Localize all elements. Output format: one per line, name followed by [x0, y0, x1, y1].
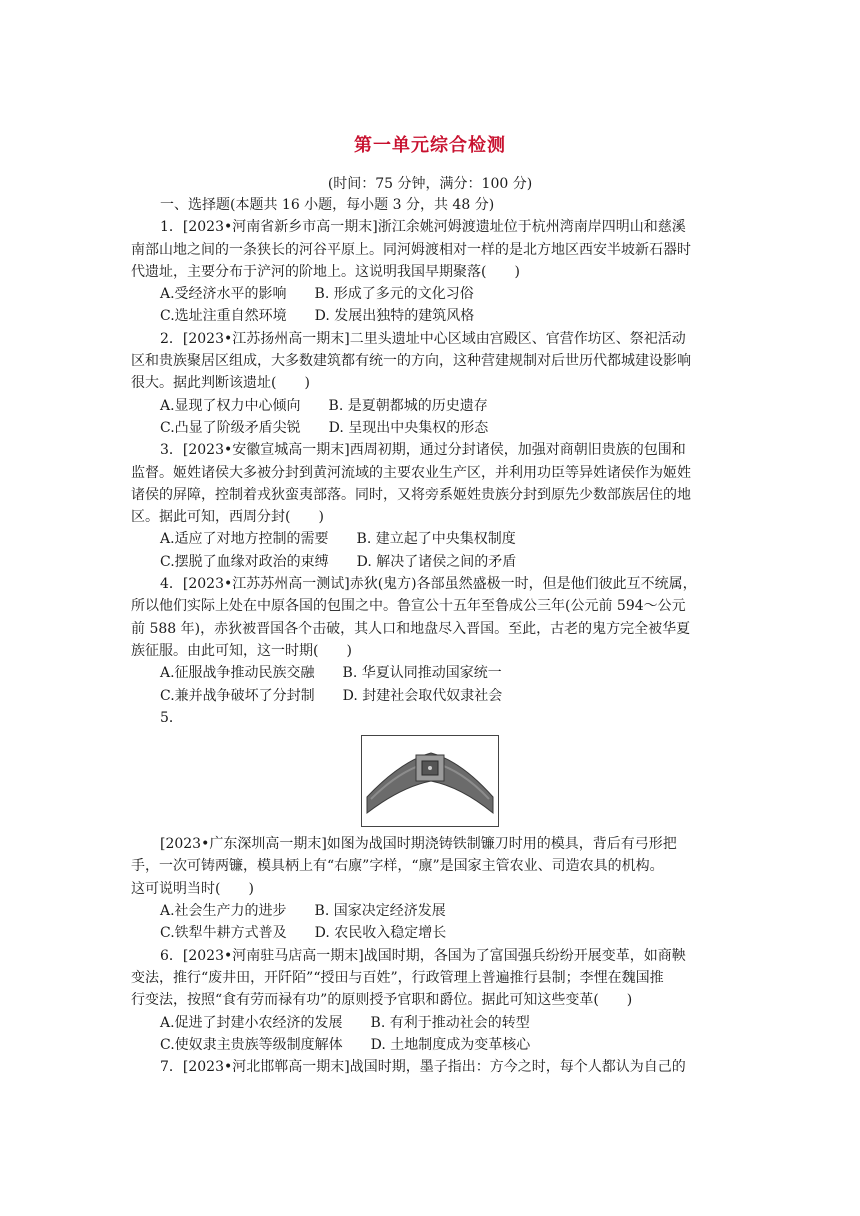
- question-2-line-3: 很大。据此判断该遗址( ): [131, 375, 310, 392]
- question-3-line-3: 诸侯的屏障，控制着戎狄蛮夷部落。同时，又将旁系姬姓贵族分封到原先少数部族居住的地: [131, 486, 691, 503]
- section-heading: 一、选择题(本题共 16 小题，每小题 3 分，共 48 分): [160, 197, 495, 213]
- question-1-line-1: 1．[2023•河南省新乡市高一期末]浙江余姚河姆渡遗址位于杭州湾南岸四明山和慈溪: [160, 219, 686, 236]
- question-4-line-2: 所以他们实际上处在中原各国的包围之中。鲁宣公十五年至鲁成公三年(公元前 594～公元: [131, 598, 686, 615]
- question-4-line-4: 族征服。由此可知，这一时期( ): [131, 642, 352, 659]
- question-3-line-4: 区。据此可知，西周分封( ): [131, 509, 324, 526]
- sickle-mold-photo: [361, 735, 499, 827]
- question-5-options-cd: C.铁犁牛耕方式普及 D. 农民收入稳定增长: [160, 925, 447, 942]
- question-1-options-ab: A.受经济水平的影响 B. 形成了多元的文化习俗: [160, 286, 474, 303]
- question-1-line-3: 代遗址，主要分布于浐河的阶地上。这说明我国早期聚落( ): [131, 263, 520, 280]
- question-6-options-cd: C.使奴隶主贵族等级制度解体 D. 土地制度成为变革核心: [160, 1036, 531, 1053]
- question-1-line-2: 南部山地之间的一条狭长的河谷平原上。同河姆渡相对一样的是北方地区西安半坡新石器时: [131, 241, 691, 258]
- question-2-line-2: 区和贵族聚居区组成，大多数建筑都有统一的方向，这种营建规制对后世历代都城建设影响: [131, 353, 691, 370]
- question-3-options-cd: C.摆脱了血缘对政治的束缚 D. 解决了诸侯之间的矛盾: [160, 553, 517, 570]
- question-7-line-1: 7．[2023•河北邯郸高一期末]战国时期，墨子指出：方今之时，每个人都认为自己的: [160, 1059, 686, 1076]
- question-2-options-cd: C.凸显了阶级矛盾尖锐 D. 呈现出中央集权的形态: [160, 419, 489, 436]
- question-4-options-cd: C.兼并战争破坏了分封制 D. 封建社会取代奴隶社会: [160, 687, 503, 704]
- question-5-line-2: 手，一次可铸两镰，模具柄上有“右廪”字样，“廪”是国家主管农业、司造农具的机构。: [131, 858, 664, 875]
- question-6-line-3: 行变法，按照“食有劳而禄有功”的原则授予官职和爵位。据此可知这些变革( ): [131, 992, 633, 1009]
- question-6-line-1: 6．[2023•河南驻马店高一期末]战国时期，各国为了富国强兵纷纷开展变革，如商鞅: [160, 947, 686, 964]
- question-content: [131, 194, 729, 1078]
- question-5-number: 5．: [160, 709, 183, 726]
- question-6-options-ab: A.促进了封建小农经济的发展 B. 有利于推动社会的转型: [160, 1014, 530, 1031]
- question-5-line-3: 这可说明当时( ): [131, 880, 254, 897]
- question-2-options-ab: A.显现了权力中心倾向 B. 是夏朝都城的历史遗存: [160, 397, 488, 414]
- question-4-line-1: 4．[2023•江苏苏州高一测试]赤狄(鬼方)各部虽然盛极一时，但是他们彼此互不统属，: [160, 576, 697, 593]
- question-1-options-cd: C.选址注重自然环境 D. 发展出独特的建筑风格: [160, 308, 475, 325]
- question-2-line-1: 2．[2023•江苏扬州高一期末]二里头遗址中心区域由宫殿区、官营作坊区、祭祀活动: [160, 330, 686, 347]
- exam-info: (时间：75 分钟，满分：100 分): [327, 176, 533, 192]
- page-title: 第一单元综合检测: [354, 135, 506, 156]
- question-4-line-3: 前 588 年)，赤狄被晋国各个击破，其人口和地盘尽入晋国。至此，古老的鬼方完全被华夏: [131, 620, 691, 637]
- figure-container: [131, 729, 729, 833]
- question-3-line-1: 3．[2023•安徽宣城高一期末]西周初期，通过分封诸侯，加强对商朝旧贵族的包围和: [160, 442, 686, 459]
- question-3-line-2: 监督。姬姓诸侯大多被分封到黄河流域的主要农业生产区，并利用功臣等异姓诸侯作为姬姓: [131, 464, 691, 481]
- question-4-options-ab: A.征服战争推动民族交融 B. 华夏认同推动国家统一: [160, 665, 502, 682]
- question-6-line-2: 变法，推行“废井田，开阡陌”“授田与百姓”，行政管理上普遍推行县制；李悝在魏国推: [131, 969, 664, 986]
- question-3-options-ab: A.适应了对地方控制的需要 B. 建立起了中央集权制度: [160, 531, 516, 548]
- question-5-line-1: [2023•广东深圳高一期末]如图为战国时期浇铸铁制镰刀时用的模具，背后有弓形把: [160, 836, 677, 853]
- question-5-options-ab: A.社会生产力的进步 B. 国家决定经济发展: [160, 903, 446, 920]
